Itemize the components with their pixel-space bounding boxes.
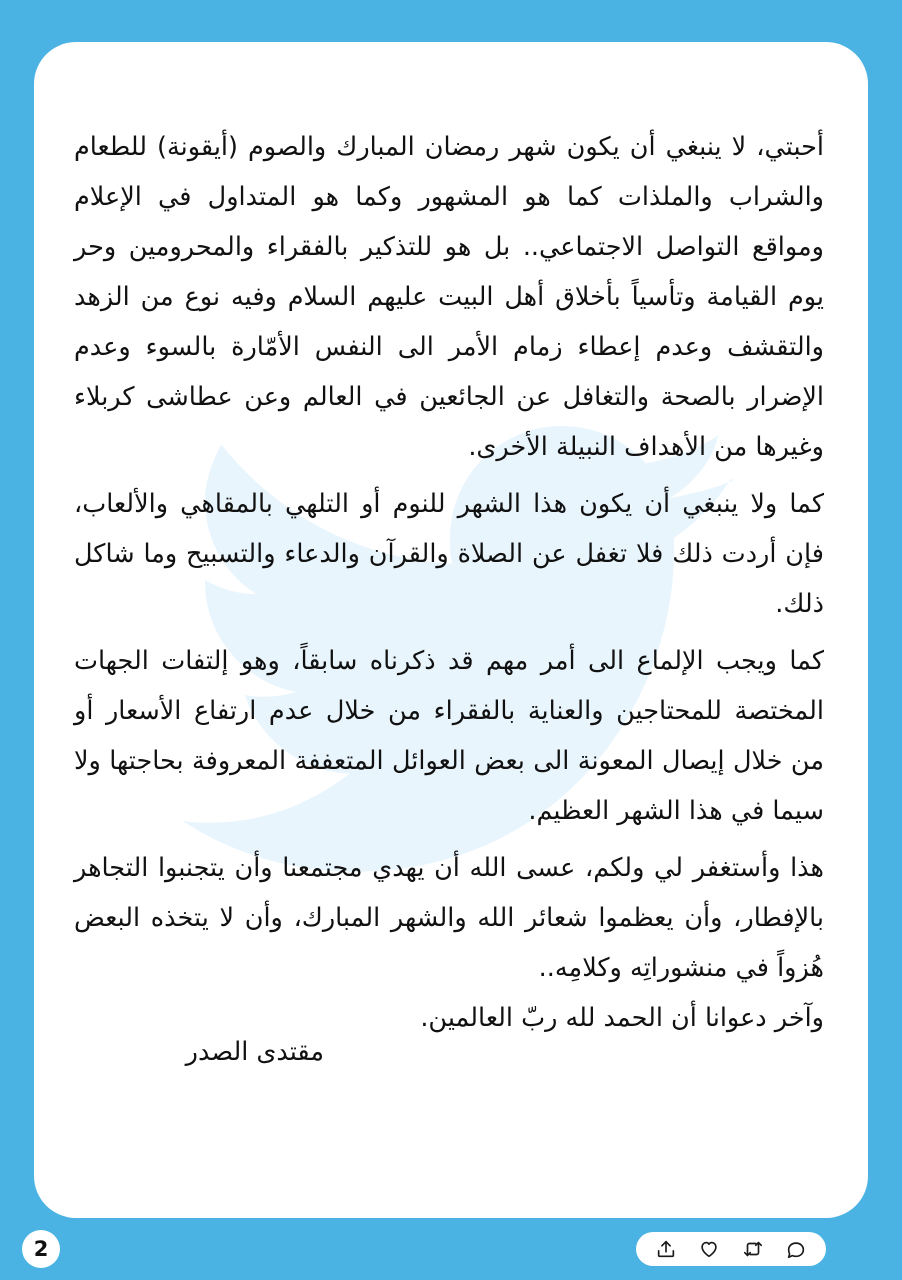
comment-icon[interactable] [784, 1237, 808, 1261]
paragraph-4: هذا وأستغفر لي ولكم، عسى الله أن يهدي مجتمعنا وأن يتجنبوا التجاهر بالإفطار، وأن يعظموا شعائر الله والشهر المبارك، وأن لا يتخذه البعض هُزواً في منشوراتِه وكلامِه.. [74, 853, 824, 983]
paragraph-2: كما ولا ينبغي أن يكون هذا الشهر للنوم أو التلهي بالمقاهي والألعاب، فإن أردت ذلك فلا تغفل عن الصلاة والقرآن والدعاء والتسبيح وما شاكل ذلك. [74, 489, 824, 619]
paragraph-1: أحبتي، لا ينبغي أن يكون شهر رمضان المبارك والصوم (أيقونة) للطعام والشراب والملذات كما هو المشهور وكما هو المتداول في الإعلام ومواقع التواصل الاجتماعي.. بل هو للتذكير بالفقراء والمحرومين وحر يوم القيامة وتأسياً بأخلاق أهل البيت عليهم السلام وفيه نوع من الزهد والتقشف وعدم إعطاء زمام الأمر الى النفس الأمّارة بالسوء وعدم الإضرار بالصحة والتغافل عن الجائعين في العالم وعن عطاشى كربلاء وغيرها من الأهداف النبيلة الأخرى. [74, 132, 824, 462]
post-actions-bar [636, 1232, 826, 1266]
statement-body [74, 122, 824, 1050]
paragraph-3: كما ويجب الإلماع الى أمر مهم قد ذكرناه سابقاً، وهو إلتفات الجهات المختصة للمحتاجين والعناية بالفقراء من خلال عدم ارتفاع الأسعار أو من خلال إيصال المعونة الى بعض العوائل المتعففة المعروفة بحاجتها ولا سيما في هذا الشهر العظيم. [74, 646, 824, 826]
signature: مقتدى الصدر [185, 1037, 324, 1067]
paragraph-5: وآخر دعوانا أن الحمد لله ربّ العالمين. [420, 1003, 824, 1033]
post-card [34, 42, 868, 1218]
heart-icon[interactable] [697, 1237, 721, 1261]
share-icon[interactable] [654, 1237, 678, 1261]
retweet-icon[interactable] [741, 1237, 765, 1261]
page-number-badge: 2 [22, 1230, 60, 1268]
